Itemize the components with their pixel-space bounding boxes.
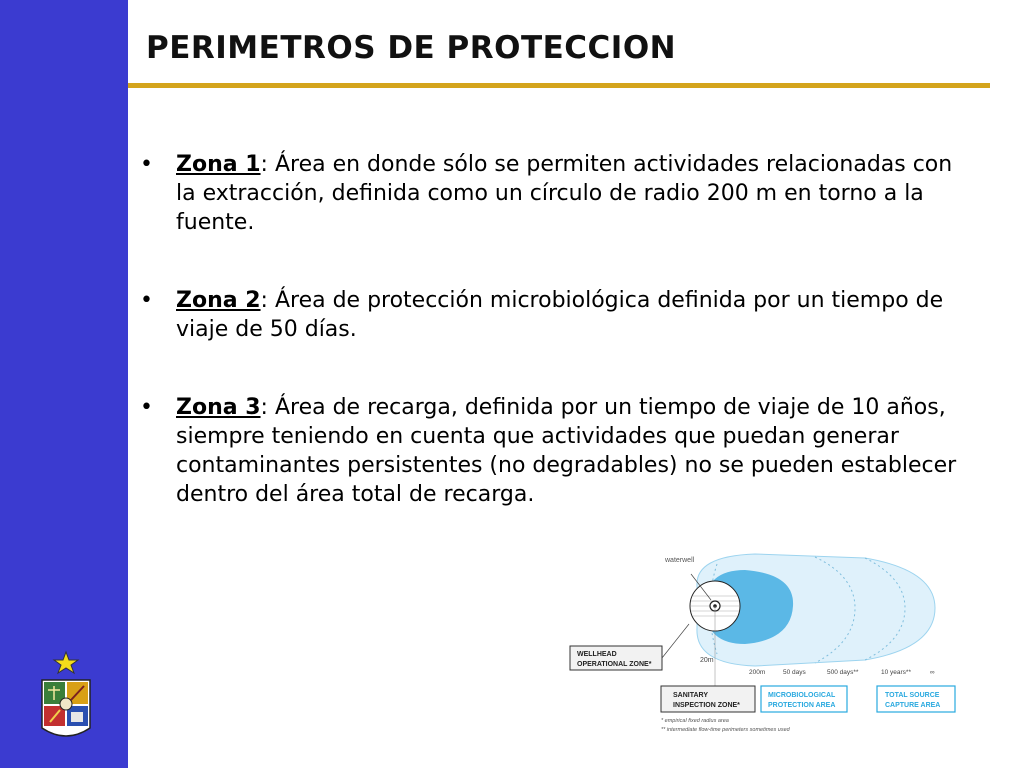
scale-tick-50-days: 50 days — [783, 669, 806, 676]
scale-tick-200m: 200m — [749, 669, 766, 676]
scale-tick-10-years: 10 years** — [881, 669, 911, 676]
bullet-zona-3 — [140, 393, 970, 553]
footnote-2: ** intermediate flow-time perimeters sometimes used — [661, 727, 790, 733]
zone-description: : Área en donde sólo se permiten actividades relacionadas con la extracción, definida como un círculo de radio 200 m en torno a la fuente. — [176, 152, 953, 235]
university-emblem — [38, 650, 94, 746]
bullet-marker: • — [140, 288, 153, 313]
scale-tick-500-days: 500 days** — [827, 669, 859, 676]
zone-label: Zona 2 — [176, 288, 261, 313]
svg-text:OPERATIONAL ZONE*: OPERATIONAL ZONE* — [577, 661, 652, 668]
zone-description: : Área de recarga, definida por un tiempo de viaje de 10 años, siempre teniendo en cuenta que actividades que puedan generar contaminantes persistentes (no degradables) no se pueden establecer dentro del área total de recarga. — [176, 395, 957, 507]
bullet-marker: • — [140, 152, 153, 177]
footnote-1: * empirical fixed radius area — [661, 718, 729, 724]
zone-description: : Área de protección microbiológica definida por un tiempo de viaje de 50 días. — [176, 288, 944, 342]
distance-20m-label: 20m — [700, 657, 714, 664]
title-underline-rule — [128, 83, 990, 88]
bullet-marker: • — [140, 395, 153, 420]
zone-label: Zona 3 — [176, 395, 261, 420]
zone-label: Zona 1 — [176, 152, 261, 177]
svg-text:TOTAL SOURCE: TOTAL SOURCE — [885, 692, 940, 699]
bullet-zona-1 — [140, 150, 970, 245]
svg-text:PROTECTION AREA: PROTECTION AREA — [768, 702, 836, 709]
waterwell-label: waterwell — [665, 557, 695, 564]
scale-tick-infinity: ∞ — [930, 669, 935, 676]
svg-text:CAPTURE AREA: CAPTURE AREA — [885, 702, 941, 709]
star-icon — [54, 652, 78, 673]
slide-title: PERIMETROS DE PROTECCION — [146, 30, 677, 66]
svg-text:INSPECTION ZONE*: INSPECTION ZONE* — [673, 702, 740, 709]
svg-text:SANITARY: SANITARY — [673, 692, 708, 699]
wellhead-protection-diagram — [565, 548, 960, 740]
bullet-zona-2 — [140, 286, 970, 351]
svg-text:WELLHEAD: WELLHEAD — [577, 651, 617, 658]
svg-text:MICROBIOLOGICAL: MICROBIOLOGICAL — [768, 692, 836, 699]
